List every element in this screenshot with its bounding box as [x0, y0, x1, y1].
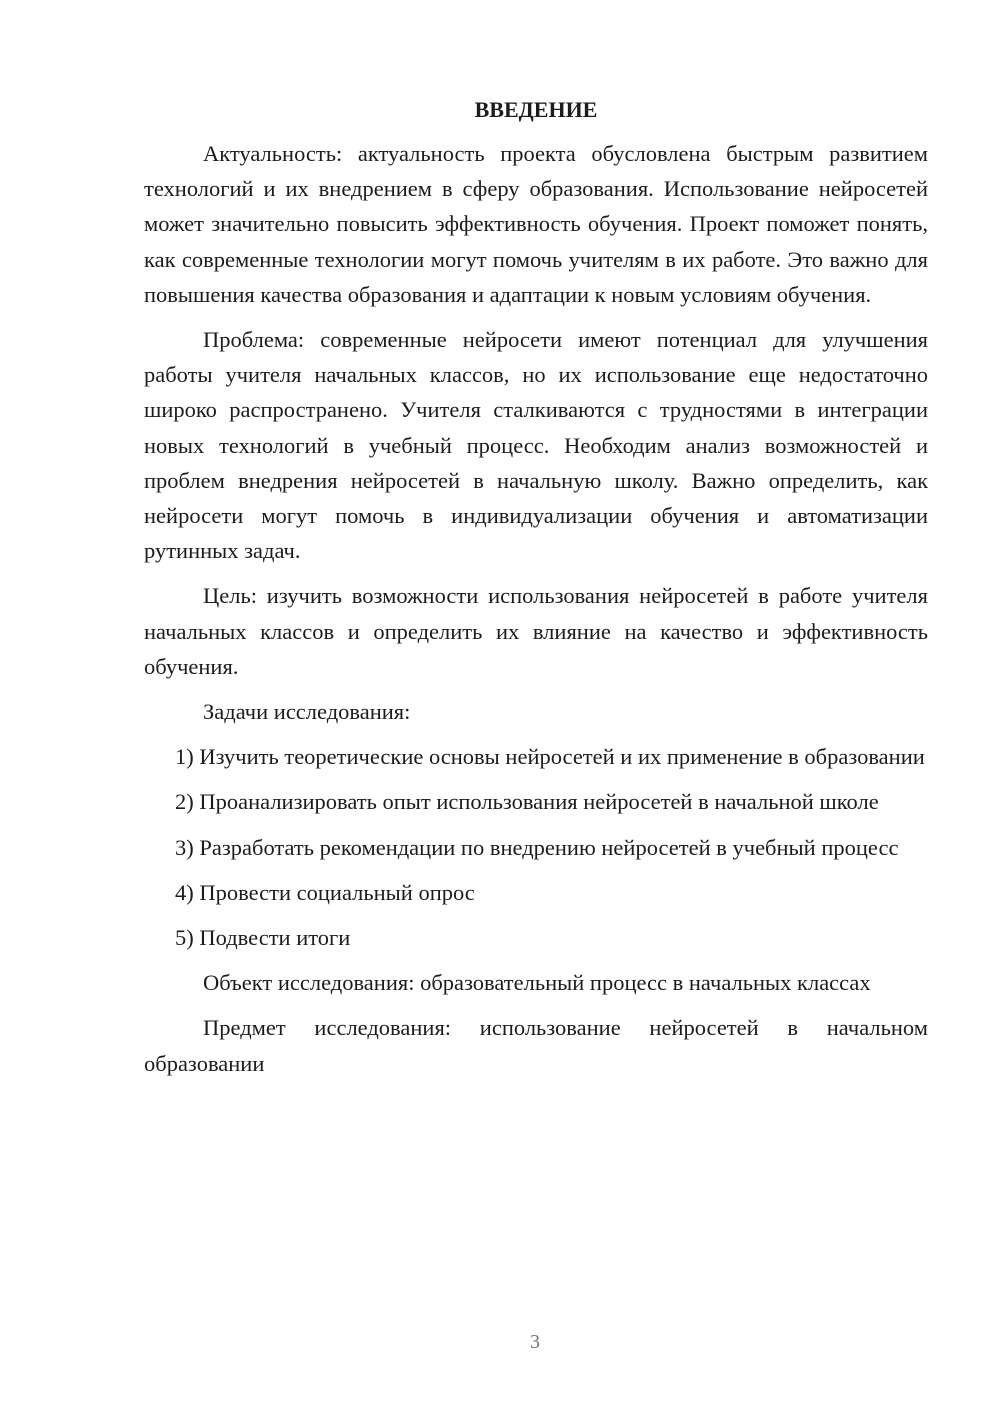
page-title: ВВЕДЕНИЕ	[474, 97, 598, 122]
task-item-4: 4) Провести социальный опрос	[175, 879, 475, 905]
page-content	[144, 90, 928, 1091]
goal-paragraph: Цель: изучить возможности использования нейросетей в работе учителя начальных классов и определить их влияние на качество и эффективность обучения.	[144, 583, 928, 679]
task-item-3: 3) Разработать рекомендации по внедрению нейросетей в учебный процесс	[175, 834, 899, 860]
relevance-paragraph: Актуальность: актуальность проекта обусловлена быстрым развитием технологий и их внедрением в сферу образования. Использование нейросетей может значительно повысить эффективность обучения. Проект поможет понять, как современные технологии могут помочь учителям в их работе. Это важно для повышения качества образования и адаптации к новым условиям обучения.	[144, 141, 928, 307]
object-paragraph: Объект исследования: образовательный процесс в начальных классах	[203, 970, 871, 996]
task-item-5: 5) Подвести итоги	[175, 925, 351, 951]
task-item-1: 1) Изучить теоретические основы нейросетей и их применение в образовании	[175, 744, 925, 770]
tasks-heading: Задачи исследования:	[203, 699, 411, 725]
task-item-2: 2) Проанализировать опыт использования нейросетей в начальной школе	[175, 789, 879, 815]
problem-paragraph: Проблема: современные нейросети имеют потенциал для улучшения работы учителя начальных классов, но их использование еще недостаточно широко распространено. Учителя сталкиваются с трудностями в интеграции новых технологий в учебный процесс. Необходим анализ возможностей и проблем внедрения нейросетей в начальную школу. Важно определить, как нейросети могут помочь в индивидуализации обучения и автоматизации рутинных задач.	[144, 327, 928, 564]
subject-paragraph: Предмет исследования: использование нейросетей в начальном образовании	[144, 1015, 928, 1076]
page-number: 3	[530, 1331, 540, 1353]
